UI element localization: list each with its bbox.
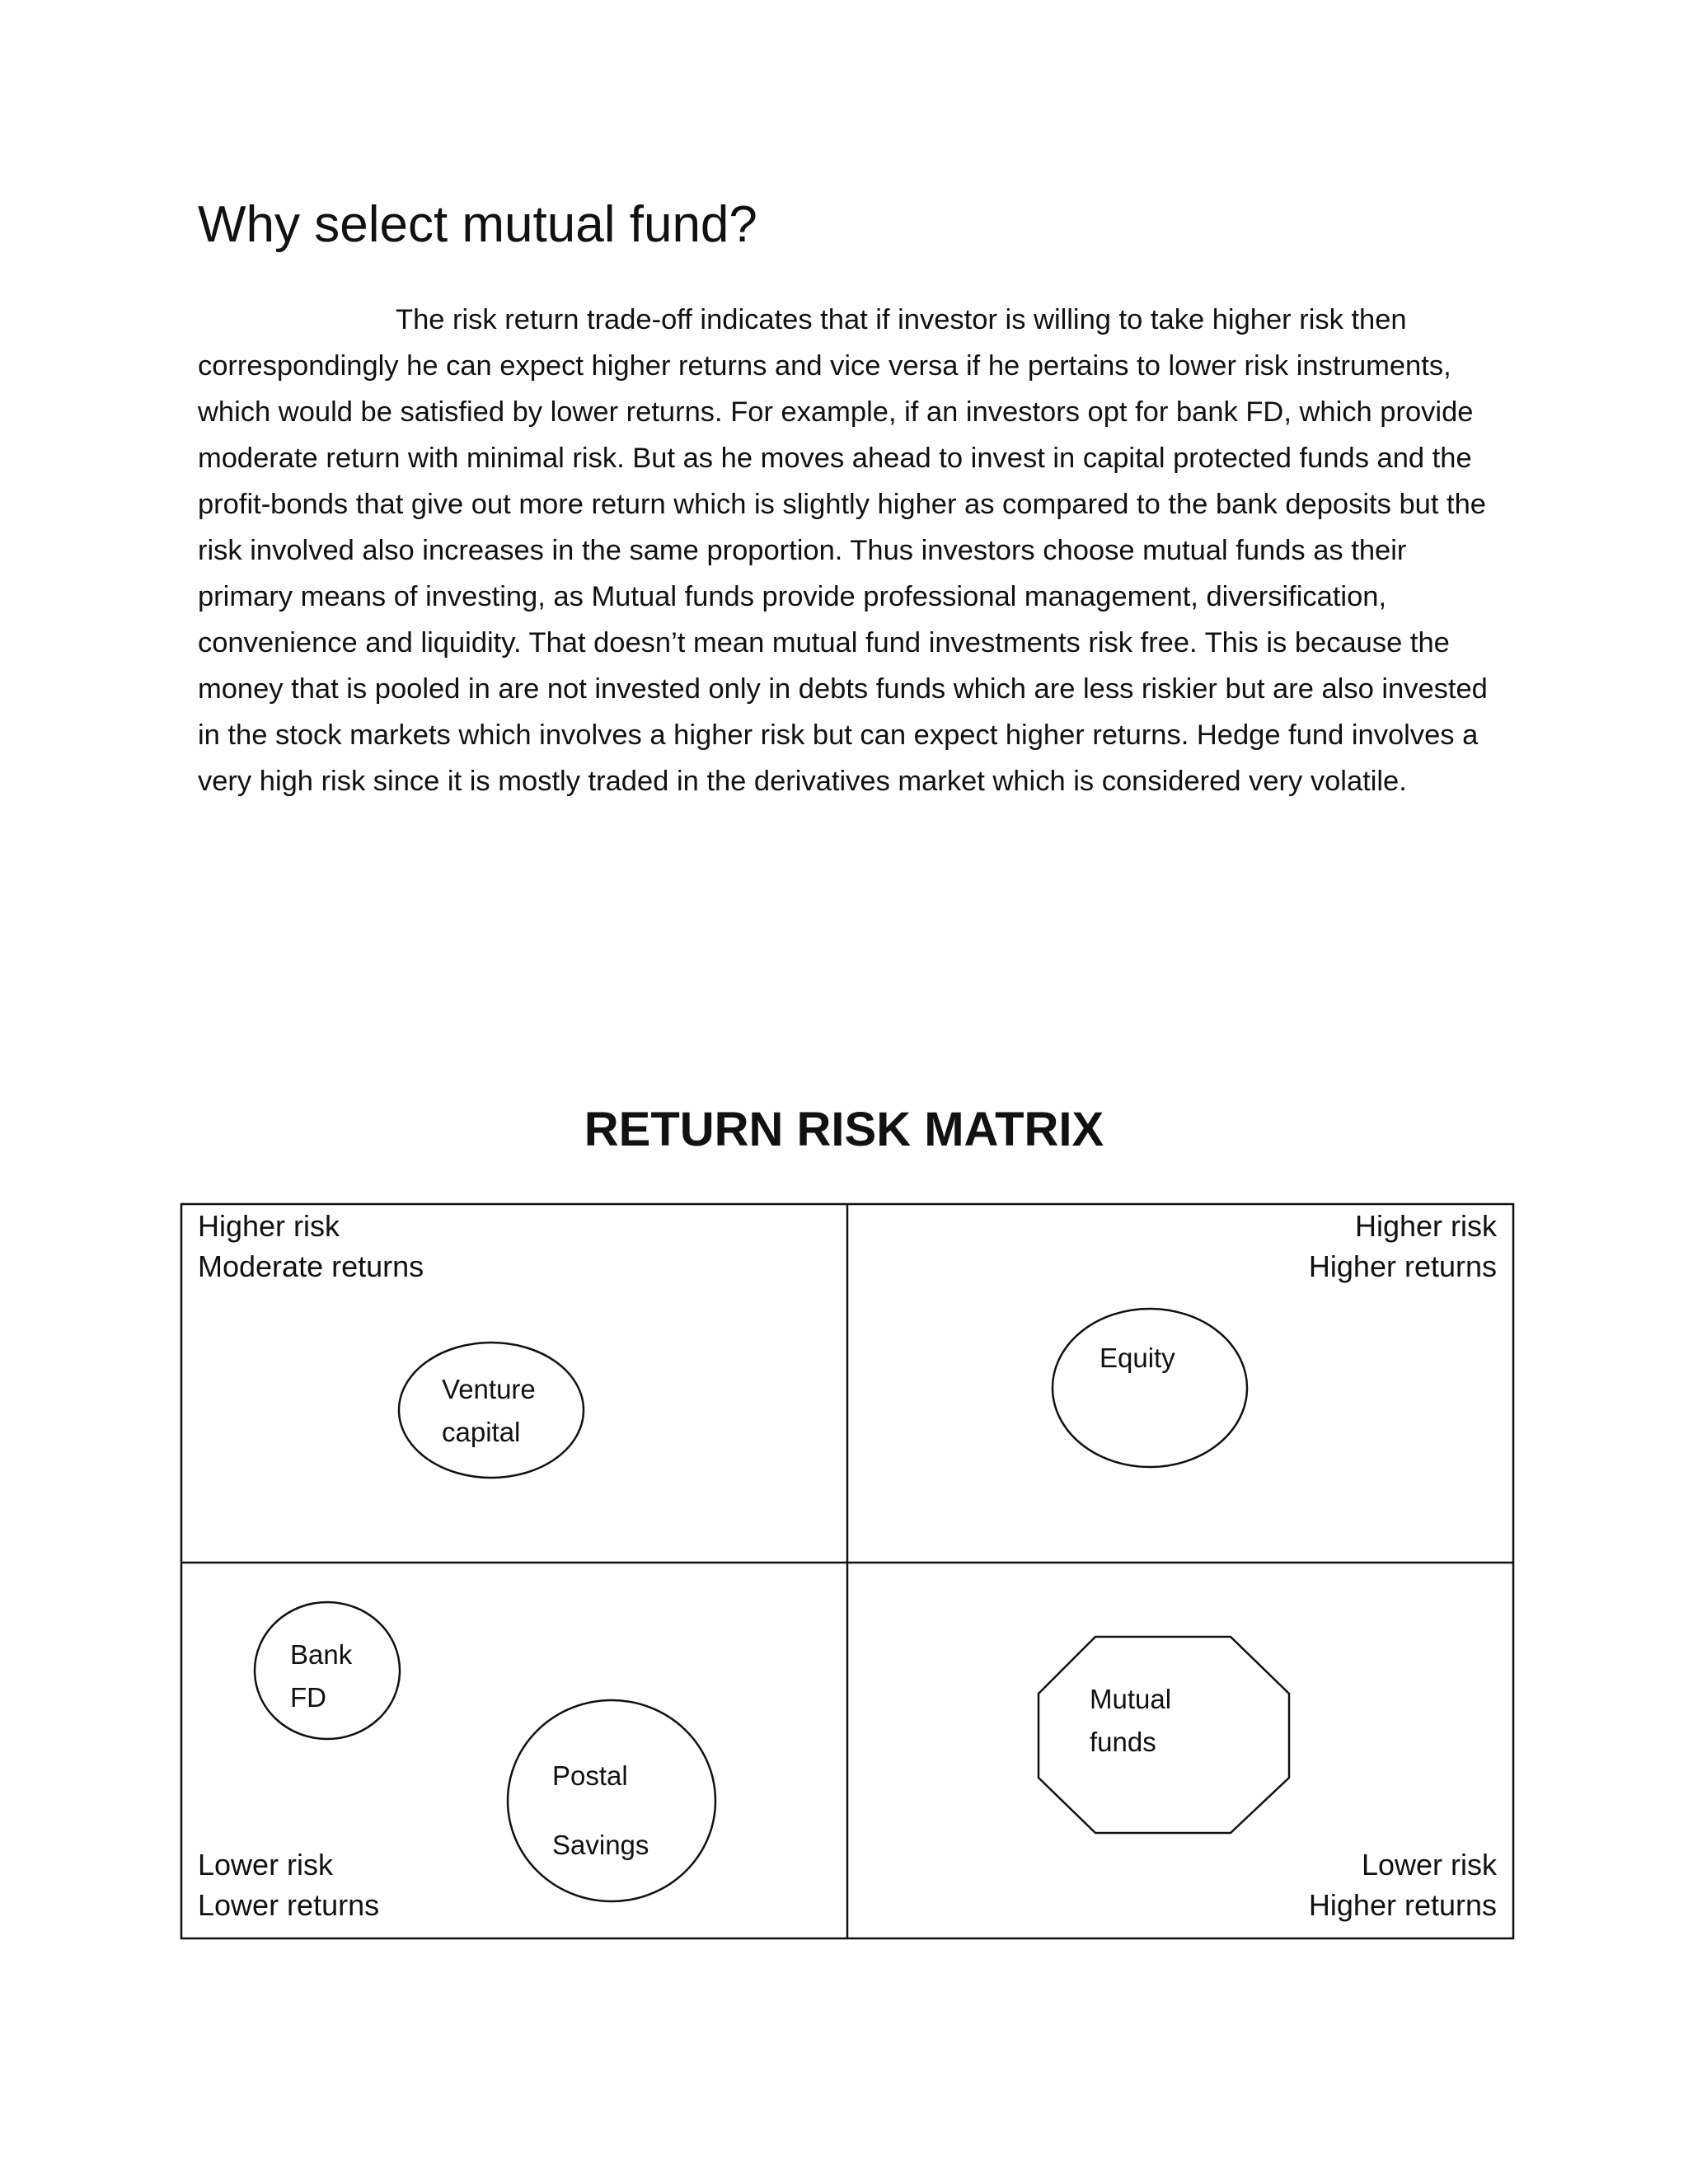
equity-ellipse bbox=[1053, 1309, 1247, 1467]
quadrant-top-left-label bbox=[198, 1206, 424, 1286]
equity-label bbox=[1100, 1337, 1175, 1380]
page-heading: Why select mutual fund? bbox=[198, 196, 757, 253]
quadrant-top-right-label bbox=[1309, 1206, 1497, 1286]
equity-line1: Equity bbox=[1100, 1343, 1175, 1373]
postal-savings-line1: Postal bbox=[552, 1760, 628, 1791]
quadrant-bottom-left-risk: Lower risk bbox=[198, 1848, 334, 1882]
quadrant-top-left-risk: Higher risk bbox=[198, 1209, 340, 1243]
matrix-title: RETURN RISK MATRIX bbox=[584, 1103, 1104, 1156]
postal-savings-label bbox=[552, 1741, 649, 1880]
matrix-border bbox=[181, 1204, 1513, 1938]
quadrant-top-right-risk: Higher risk bbox=[1354, 1209, 1497, 1243]
mutual-funds-line1: Mutual bbox=[1090, 1684, 1172, 1714]
venture-capital-label bbox=[442, 1368, 536, 1454]
quadrant-bottom-left-return: Lower returns bbox=[198, 1888, 380, 1922]
body-paragraph: The risk return trade-off indicates that if investor is willing to take higher risk then correspondingly he can expect higher returns and vice versa if he pertains to lower risk instruments, which would be satisfied by lower returns. For example, if an investors opt for bank FD, which provide moderate return with minimal risk. But as he moves ahead to invest in capital protected funds and the profit-bonds that give out more return which is slightly higher as compared to the bank deposits but the risk involved also increases in the same proportion. Thus investors choose mutual funds as their primary means of investing, as Mutual funds provide professional management, diversification, convenience and liquidity. That doesn’t mean mutual fund investments risk free. This is because the money that is pooled in are not invested only in debts funds which are less riskier but are also invested in the stock markets which involves a higher risk but can expect higher returns. Hedge fund involves a very high risk since it is mostly traded in the derivatives market which is considered very volatile. bbox=[198, 304, 1488, 797]
venture-capital-line1: Venture bbox=[442, 1374, 536, 1404]
postal-savings-line2: Savings bbox=[552, 1830, 649, 1860]
mutual-funds-line2: funds bbox=[1090, 1727, 1156, 1757]
quadrant-bottom-right-risk: Lower risk bbox=[1361, 1848, 1497, 1882]
mutual-funds-label bbox=[1090, 1678, 1171, 1764]
quadrant-top-left-return: Moderate returns bbox=[198, 1249, 424, 1283]
bank-fd-line2: FD bbox=[290, 1682, 326, 1713]
venture-capital-line2: capital bbox=[442, 1417, 521, 1447]
quadrant-bottom-left-label bbox=[198, 1844, 379, 1925]
bank-fd-line1: Bank bbox=[290, 1639, 353, 1670]
quadrant-bottom-right-label bbox=[1309, 1844, 1497, 1925]
quadrant-top-right-return: Higher returns bbox=[1308, 1249, 1497, 1283]
quadrant-bottom-right-return: Higher returns bbox=[1308, 1888, 1497, 1922]
bank-fd-label bbox=[290, 1633, 352, 1719]
